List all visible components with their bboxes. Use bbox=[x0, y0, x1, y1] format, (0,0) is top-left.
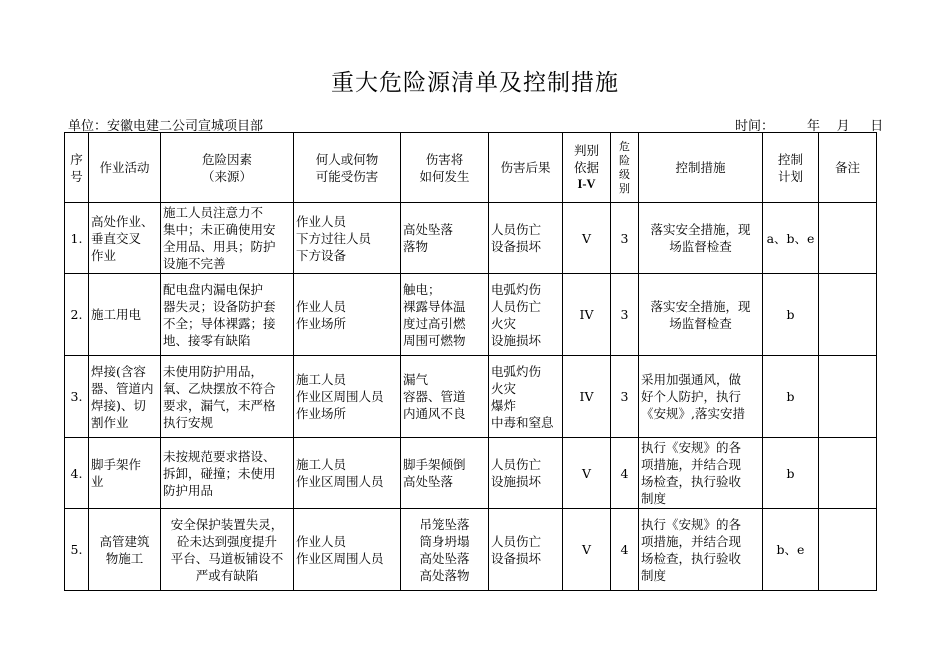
cell-basis: V bbox=[563, 438, 611, 509]
cell-line: 设施损坏 bbox=[491, 474, 542, 489]
header-line: 险 bbox=[619, 153, 630, 167]
table-row bbox=[65, 509, 877, 591]
hazard-table bbox=[64, 132, 877, 591]
cell-consequence bbox=[489, 438, 563, 509]
cell-level: 4 bbox=[611, 438, 639, 509]
cell-line: 爆炸 bbox=[491, 397, 517, 413]
cell-line: 未使用防护用品， bbox=[163, 363, 264, 379]
cell-line: 执行《安规》的各 bbox=[641, 516, 742, 532]
cell-line: 垂直交叉 bbox=[91, 230, 142, 246]
cell-line: 高处坠落 bbox=[403, 474, 454, 489]
cell-how bbox=[401, 438, 489, 509]
header-line: 如何发生 bbox=[419, 168, 470, 184]
cell-measures bbox=[639, 274, 763, 356]
cell-line: 场监督检查 bbox=[669, 239, 732, 254]
cell-basis: V bbox=[563, 203, 611, 274]
cell-hazard bbox=[161, 203, 294, 274]
cell-remark bbox=[819, 203, 877, 274]
cell-affected bbox=[294, 438, 401, 509]
cell-line: 高处作业、 bbox=[91, 213, 154, 229]
cell-remark bbox=[819, 274, 877, 356]
header-line: 号 bbox=[70, 168, 83, 184]
cell-line: 项措施，并结合现 bbox=[641, 457, 742, 472]
header-hazard bbox=[161, 133, 294, 203]
cell-line: 人员伤亡 bbox=[491, 533, 542, 549]
cell-line: 作业场所 bbox=[296, 406, 347, 421]
cell-activity bbox=[89, 274, 161, 356]
cell-line: 平台、马道板铺设不 bbox=[170, 550, 284, 566]
cell-line: 脚手架作 bbox=[91, 457, 142, 472]
header-line: 级 bbox=[619, 167, 630, 181]
header-affected bbox=[294, 133, 401, 203]
header-line: 控制措施 bbox=[675, 160, 726, 175]
cell-activity bbox=[89, 356, 161, 438]
table-row bbox=[65, 203, 877, 274]
cell-no: 1. bbox=[65, 203, 89, 274]
cell-plan: b bbox=[763, 356, 819, 438]
cell-line: 器失灵；设备防护套 bbox=[163, 298, 276, 314]
cell-line: 施工人员注意力不 bbox=[163, 205, 264, 220]
cell-line: 砼未达到强度提升 bbox=[176, 533, 277, 549]
cell-line: 安全保护装置失灵， bbox=[170, 516, 284, 532]
cell-activity bbox=[89, 509, 161, 591]
header-plan bbox=[763, 133, 819, 203]
cell-line: 场检查，执行验收 bbox=[641, 474, 742, 489]
header-line: 伤害将 bbox=[425, 151, 464, 167]
cell-line: 容器、管道 bbox=[403, 389, 466, 404]
cell-level: 3 bbox=[611, 203, 639, 274]
header-line: 何人或何物 bbox=[315, 151, 379, 167]
cell-no: 3. bbox=[65, 356, 89, 438]
cell-level: 3 bbox=[611, 356, 639, 438]
cell-line: 采用加强通风，做 bbox=[641, 372, 742, 387]
header-consequence bbox=[489, 133, 563, 203]
header-measures bbox=[639, 133, 763, 203]
cell-line: 不全；导体裸露；接 bbox=[163, 315, 276, 331]
cell-line: 电弧灼伤 bbox=[491, 363, 542, 379]
cell-line: 设施不完善 bbox=[163, 256, 226, 271]
header-line: 可能受伤害 bbox=[315, 168, 379, 184]
cell-remark bbox=[819, 509, 877, 591]
cell-measures bbox=[639, 438, 763, 509]
cell-line: 落实安全措施，现 bbox=[650, 222, 751, 237]
cell-line: 作业区周围人员 bbox=[296, 389, 384, 404]
cell-activity bbox=[89, 203, 161, 274]
cell-line: 制度 bbox=[641, 491, 667, 506]
cell-line: 作业 bbox=[91, 247, 117, 263]
header-line: （来源） bbox=[201, 168, 252, 184]
cell-line: 执行《安规》的各 bbox=[641, 440, 742, 455]
cell-line: 高管建筑 bbox=[99, 533, 150, 549]
cell-line: 焊接)、切 bbox=[91, 397, 146, 413]
cell-activity bbox=[89, 438, 161, 509]
cell-hazard bbox=[161, 509, 294, 591]
header-line: 判别 bbox=[573, 143, 599, 158]
cell-line: 作业区周围人员 bbox=[296, 474, 384, 489]
cell-line: 场监督检查 bbox=[669, 315, 732, 331]
header-line: 控制 bbox=[777, 151, 803, 167]
cell-affected bbox=[294, 274, 401, 356]
cell-basis: V bbox=[563, 509, 611, 591]
cell-hazard bbox=[161, 356, 294, 438]
cell-line: 施工人员 bbox=[296, 457, 347, 472]
header-line: 作业活动 bbox=[99, 160, 150, 175]
cell-line: 高处坠落 bbox=[419, 550, 470, 566]
cell-line: 脚手架倾倒 bbox=[403, 457, 466, 472]
cell-line: 执行安规 bbox=[163, 414, 214, 430]
cell-line: 火灾 bbox=[491, 315, 517, 331]
cell-line: 火灾 bbox=[491, 380, 517, 396]
cell-line: 物施工 bbox=[105, 550, 144, 566]
cell-line: 度过高引燃 bbox=[403, 315, 466, 331]
cell-line: 电弧灼伤 bbox=[491, 281, 542, 297]
table-header-row bbox=[65, 133, 877, 203]
cell-consequence bbox=[489, 356, 563, 438]
cell-line: 裸露导体温 bbox=[403, 298, 466, 314]
cell-how bbox=[401, 509, 489, 591]
header-no bbox=[65, 133, 89, 203]
cell-level: 3 bbox=[611, 274, 639, 356]
cell-line: 中毒和窒息 bbox=[491, 414, 554, 430]
cell-plan: a、b、e bbox=[763, 203, 819, 274]
header-line: 计划 bbox=[777, 168, 803, 184]
cell-measures bbox=[639, 203, 763, 274]
cell-line: 拆卸，碰撞；未使用 bbox=[163, 465, 276, 481]
cell-line: 防护用品 bbox=[163, 482, 214, 498]
cell-line: 项措施，并结合现 bbox=[641, 533, 742, 549]
cell-affected bbox=[294, 509, 401, 591]
table-row bbox=[65, 274, 877, 356]
cell-line: 下方设备 bbox=[296, 247, 347, 263]
cell-line: 设备损坏 bbox=[491, 239, 542, 254]
cell-plan: b bbox=[763, 438, 819, 509]
cell-line: 人员伤亡 bbox=[491, 457, 542, 472]
header-activity bbox=[89, 133, 161, 203]
header-line: 伤害后果 bbox=[500, 160, 551, 175]
cell-line: 业 bbox=[91, 474, 104, 489]
header-line: 序 bbox=[70, 151, 83, 167]
cell-line: 场检查，执行验收 bbox=[641, 550, 742, 566]
cell-level: 4 bbox=[611, 509, 639, 591]
cell-consequence bbox=[489, 203, 563, 274]
cell-consequence bbox=[489, 274, 563, 356]
cell-line: 触电； bbox=[403, 281, 441, 297]
cell-line: 作业人员 bbox=[296, 533, 347, 549]
cell-measures bbox=[639, 509, 763, 591]
cell-line: 集中；未正确使用安 bbox=[163, 222, 276, 237]
cell-line: 内通风不良 bbox=[403, 406, 466, 421]
cell-line: 好个人防护，执行 bbox=[641, 389, 742, 404]
header-line: 别 bbox=[619, 181, 630, 195]
cell-line: 筒身坍塌 bbox=[419, 533, 470, 549]
cell-line: 人员伤亡 bbox=[491, 222, 542, 237]
header-line: 危 bbox=[619, 139, 630, 153]
cell-line: 落物 bbox=[403, 239, 429, 254]
cell-line: 设备损坏 bbox=[491, 550, 542, 566]
header-line: 依据 bbox=[573, 160, 599, 175]
cell-line: 未按规范要求搭设、 bbox=[163, 448, 276, 464]
time-label: 时间： 年 月 日 bbox=[735, 119, 884, 134]
header-how bbox=[401, 133, 489, 203]
cell-hazard bbox=[161, 438, 294, 509]
unit-label: 单位：安徽电建二公司宣城项目部 bbox=[68, 119, 264, 134]
table-row bbox=[65, 356, 877, 438]
cell-line: 严或有缺陷 bbox=[195, 567, 259, 583]
cell-line: 下方过往人员 bbox=[296, 230, 372, 246]
table-row bbox=[65, 438, 877, 509]
cell-line: 设施损坏 bbox=[491, 332, 542, 348]
cell-line: 漏气 bbox=[403, 372, 429, 387]
cell-line: 施工人员 bbox=[296, 372, 347, 387]
cell-measures bbox=[639, 356, 763, 438]
cell-line: 配电盘内漏电保护 bbox=[163, 281, 264, 297]
cell-line: 制度 bbox=[641, 567, 667, 583]
header-line: I-V bbox=[577, 177, 596, 191]
cell-line: 周围可燃物 bbox=[403, 332, 466, 348]
cell-line: 作业区周围人员 bbox=[296, 550, 384, 566]
cell-affected bbox=[294, 356, 401, 438]
cell-how bbox=[401, 203, 489, 274]
header-line: 危险因素 bbox=[201, 151, 252, 167]
cell-line: 高处坠落 bbox=[403, 222, 454, 237]
cell-line: 割作业 bbox=[91, 414, 129, 430]
cell-basis: IV bbox=[563, 274, 611, 356]
cell-how bbox=[401, 274, 489, 356]
cell-plan: b bbox=[763, 274, 819, 356]
cell-line: 作业人员 bbox=[296, 298, 347, 314]
header-line: 备注 bbox=[834, 160, 860, 175]
cell-affected bbox=[294, 203, 401, 274]
cell-line: 全用品、用具；防护 bbox=[163, 239, 276, 254]
header-level bbox=[611, 133, 639, 203]
cell-line: 地、接零有缺陷 bbox=[163, 332, 251, 348]
cell-basis: IV bbox=[563, 356, 611, 438]
cell-line: 施工用电 bbox=[91, 307, 142, 322]
cell-line: 氧、乙炔摆放不符合 bbox=[163, 380, 276, 396]
cell-no: 2. bbox=[65, 274, 89, 356]
cell-plan: b、e bbox=[763, 509, 819, 591]
header-remark bbox=[819, 133, 877, 203]
cell-line: 器、管道内 bbox=[91, 380, 154, 396]
cell-remark bbox=[819, 438, 877, 509]
cell-how bbox=[401, 356, 489, 438]
cell-no: 4. bbox=[65, 438, 89, 509]
cell-line: 作业场所 bbox=[296, 315, 347, 331]
cell-hazard bbox=[161, 274, 294, 356]
cell-remark bbox=[819, 356, 877, 438]
cell-line: 焊接(含容 bbox=[91, 363, 146, 379]
cell-line: 落实安全措施，现 bbox=[650, 298, 751, 314]
cell-line: 人员伤亡 bbox=[491, 298, 542, 314]
cell-no: 5. bbox=[65, 509, 89, 591]
cell-consequence bbox=[489, 509, 563, 591]
page-title: 重大危险源清单及控制措施 bbox=[331, 70, 619, 96]
header-basis bbox=[563, 133, 611, 203]
cell-line: 要求，漏气，末严格 bbox=[163, 397, 276, 413]
cell-line: 高处落物 bbox=[419, 567, 470, 583]
cell-line: 《安规》,落实安措 bbox=[641, 406, 745, 421]
cell-line: 作业人员 bbox=[296, 213, 347, 229]
cell-line: 吊笼坠落 bbox=[419, 516, 470, 532]
